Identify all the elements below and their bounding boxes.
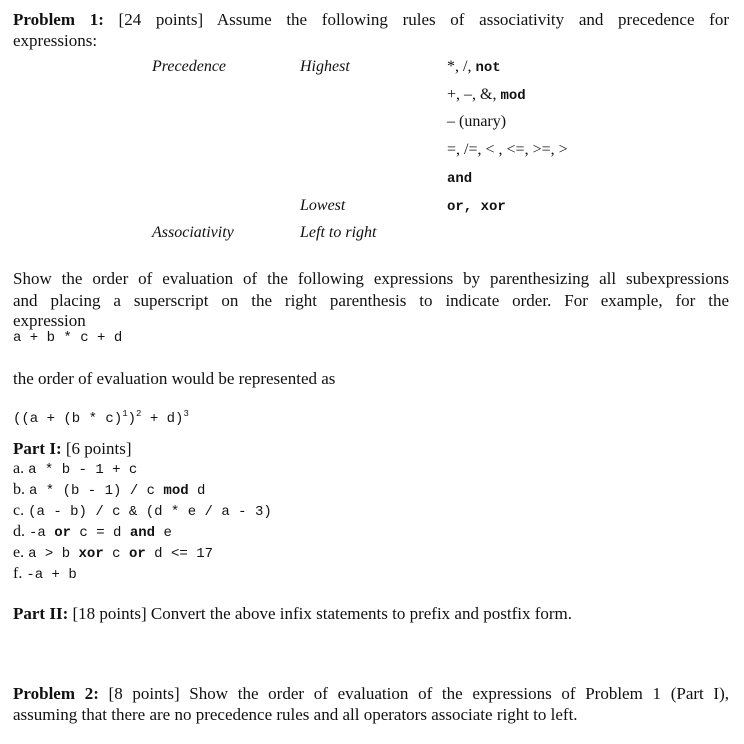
precedence-row-4	[447, 139, 568, 160]
part1-item-a: a. a * b - 1 + c	[13, 460, 138, 478]
example-answer-part3: + d)	[141, 411, 184, 427]
precedence-ops-4: =, /=, < , <=, >=, >	[447, 141, 568, 158]
example-answer-part2: )	[127, 411, 137, 427]
problem2-heading: Problem 2:	[13, 684, 99, 703]
problem2-line1	[13, 683, 729, 704]
problem1-intro-line2: expressions:	[13, 31, 98, 50]
part2-text: [18 points] Convert the above infix statements to prefix and postfix form.	[72, 604, 572, 623]
expr-b: a * (b - 1) / c mod d	[29, 483, 206, 499]
part2-heading: Part II:	[13, 604, 69, 623]
lowest-label: Lowest	[300, 197, 346, 214]
precedence-row-6	[447, 195, 506, 218]
precedence-row-5	[447, 167, 472, 190]
precedence-kw-2: mod	[500, 88, 526, 104]
part1-item-d: d. -a or c = d and e	[13, 523, 172, 541]
precedence-label: Precedence	[152, 58, 227, 75]
part1-title	[13, 438, 132, 459]
part1-item-f: f. -a + b	[13, 565, 77, 583]
example-answer-sup2: 2	[136, 409, 142, 419]
associativity-label: Associativity	[152, 224, 234, 241]
expr-d: -a or c = d and e	[29, 525, 172, 541]
problem2-text: [8 points] Show the order of evaluation of the expressions of Problem 1 (Part I),	[108, 684, 730, 703]
part1-item-b: b. a * (b - 1) / c mod d	[13, 481, 206, 499]
problem1-intro-text: [24 points] Assume the following rules of associativity and precedence for	[118, 10, 729, 29]
precedence-row-3	[447, 111, 506, 132]
expr-f: -a + b	[26, 567, 77, 583]
expr-c: (a - b) / c & (d * e / a - 3)	[28, 504, 272, 520]
precedence-row-1	[447, 56, 501, 79]
example-answer-sup1: 1	[122, 409, 128, 419]
problem1-intro-line1	[13, 9, 729, 30]
example-answer	[13, 411, 189, 427]
precedence-ops-2: +, –, &,	[447, 86, 501, 103]
part2-line	[13, 603, 572, 624]
part1-item-e: e. a > b xor c or d <= 17	[13, 544, 213, 562]
example-answer-sup3: 3	[183, 409, 189, 419]
highest-label: Highest	[300, 58, 350, 75]
precedence-ops-3: – (unary)	[447, 113, 507, 130]
represented-as-text: the order of evaluation would be represented as	[13, 369, 336, 388]
part1-heading: Part I:	[13, 439, 62, 458]
instructions-line2: and placing a superscript on the right parenthesis to indicate order. For example, for the	[13, 291, 729, 310]
problem2-line2: assuming that there are no precedence rules and all operators associate right to left.	[13, 705, 578, 724]
precedence-kw-5: and	[447, 171, 473, 187]
precedence-row-2	[447, 84, 526, 107]
example-answer-part1: ((a + (b * c)	[13, 411, 123, 427]
instructions-line3: expression	[13, 311, 86, 330]
problem1-heading: Problem 1:	[13, 10, 104, 29]
expr-a: a * b - 1 + c	[28, 462, 138, 478]
precedence-kw-1: not	[475, 60, 501, 76]
associativity-value: Left to right	[300, 224, 377, 241]
example-expression: a + b * c + d	[13, 330, 123, 346]
precedence-ops-1: *, /,	[447, 58, 476, 75]
precedence-kw-6: or, xor	[447, 199, 506, 215]
expr-e: a > b xor c or d <= 17	[28, 546, 213, 562]
part1-points: [6 points]	[65, 439, 132, 458]
part1-item-c: c. (a - b) / c & (d * e / a - 3)	[13, 502, 272, 520]
instructions-line1: Show the order of evaluation of the following expressions by parenthesizing all subexpressions	[13, 269, 729, 288]
